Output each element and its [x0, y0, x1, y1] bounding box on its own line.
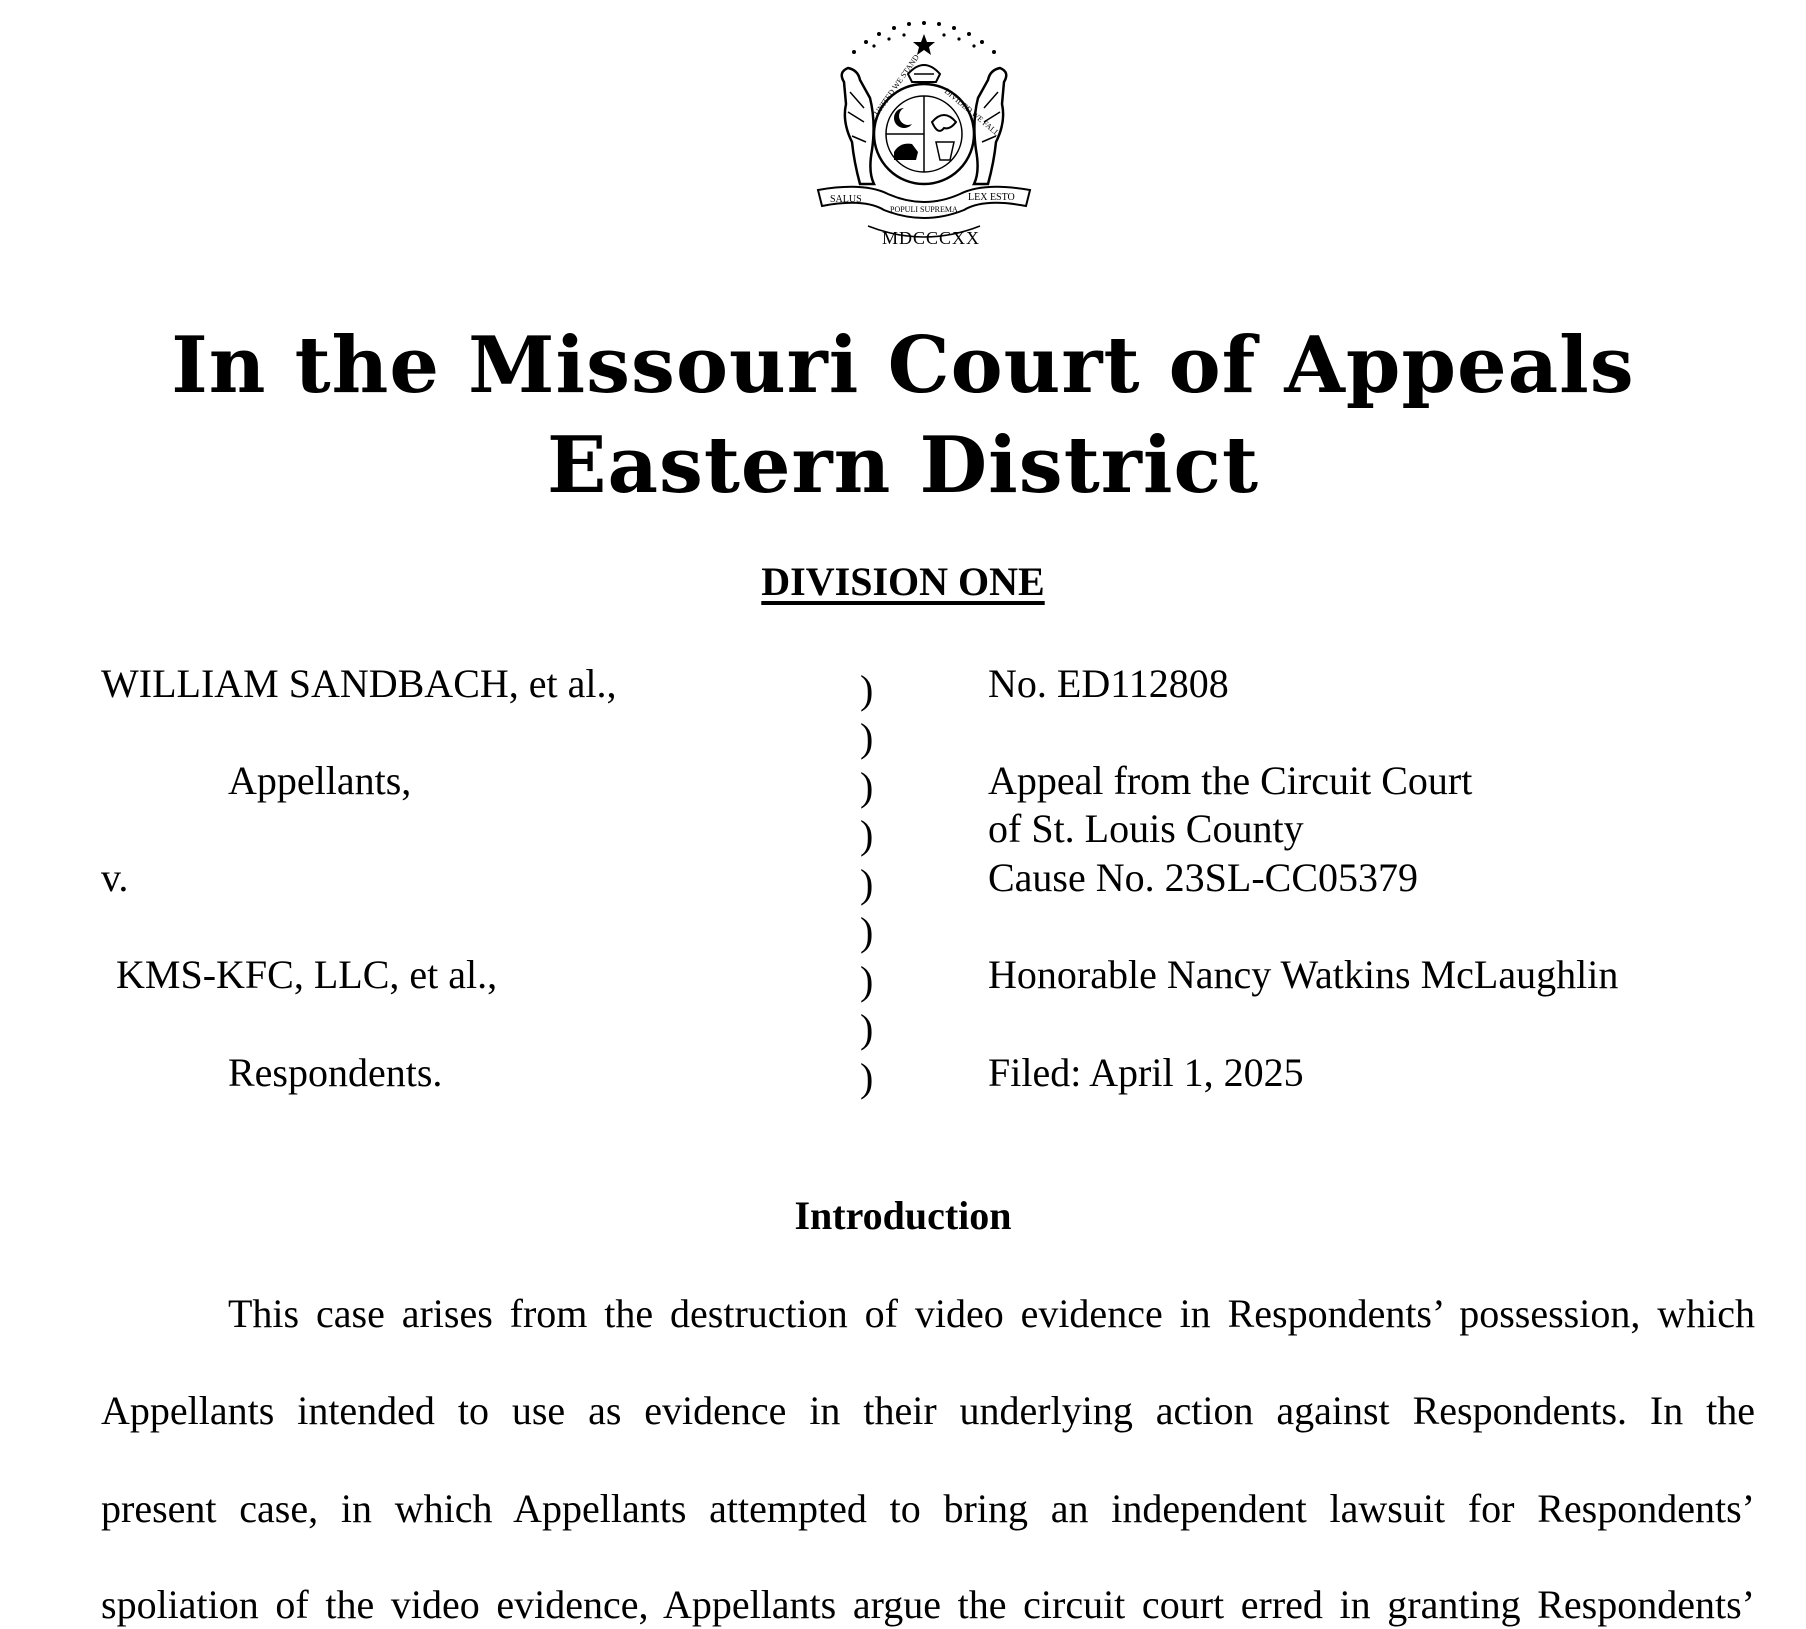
appellant-role: Appellants, — [228, 758, 412, 803]
caption-divider-paren: ) — [860, 958, 874, 1003]
seal-year: MDCCCXX — [882, 228, 981, 248]
seal-stars — [852, 21, 996, 55]
introduction-line: This case arises from the destruction of video evidence in Respondents’ possession, which — [228, 1291, 1755, 1336]
seal-scroll-left: SALUS — [830, 194, 862, 205]
seal-motto-right: DIVIDED WE FALL — [942, 86, 1002, 138]
introduction-line: spoliation of the video evidence, Appellants argue the circuit court erred in granting Respondents’ — [101, 1582, 1755, 1627]
respondent-name: KMS-KFC, LLC, et al., — [116, 952, 498, 997]
caption-divider-paren: ) — [860, 1006, 874, 1051]
judge-name: Honorable Nancy Watkins McLaughlin — [988, 952, 1619, 997]
caption-divider-paren: ) — [860, 715, 874, 760]
respondent-role: Respondents. — [228, 1050, 443, 1095]
seal-scroll-middle: POPULI SUPREMA — [890, 205, 958, 214]
appellant-name: WILLIAM SANDBACH, et al., — [101, 661, 617, 706]
versus-label: v. — [101, 855, 129, 900]
court-title-line-2: Eastern District — [547, 420, 1259, 511]
caption-divider-paren: ) — [860, 1055, 874, 1100]
court-title-line-1: In the Missouri Court of Appeals — [171, 320, 1635, 411]
appeal-from-line-1: Appeal from the Circuit Court — [988, 758, 1473, 803]
appeal-from-line-2: of St. Louis County — [988, 806, 1304, 851]
case-number: No. ED112808 — [988, 661, 1229, 706]
seal-scroll-right: LEX ESTO — [968, 192, 1015, 203]
introduction-line: Appellants intended to use as evidence in their underlying action against Respondents. In the — [101, 1388, 1755, 1433]
filed-date: Filed: April 1, 2025 — [988, 1050, 1304, 1095]
division-heading: DIVISION ONE — [761, 559, 1045, 604]
cause-number: Cause No. 23SL-CC05379 — [988, 855, 1418, 900]
caption-divider-paren: ) — [860, 861, 874, 906]
court-title — [0, 316, 1806, 516]
caption-divider-paren: ) — [860, 909, 874, 954]
introduction-line: present case, in which Appellants attempted to bring an independent lawsuit for Respondents’ — [101, 1486, 1755, 1531]
caption-divider-paren: ) — [860, 667, 874, 712]
missouri-state-seal — [804, 12, 1044, 252]
caption-divider-paren: ) — [860, 764, 874, 809]
caption-divider-paren: ) — [860, 812, 874, 857]
seal-motto-left: UNITED WE STAND — [872, 52, 921, 118]
introduction-heading: Introduction — [794, 1193, 1012, 1238]
